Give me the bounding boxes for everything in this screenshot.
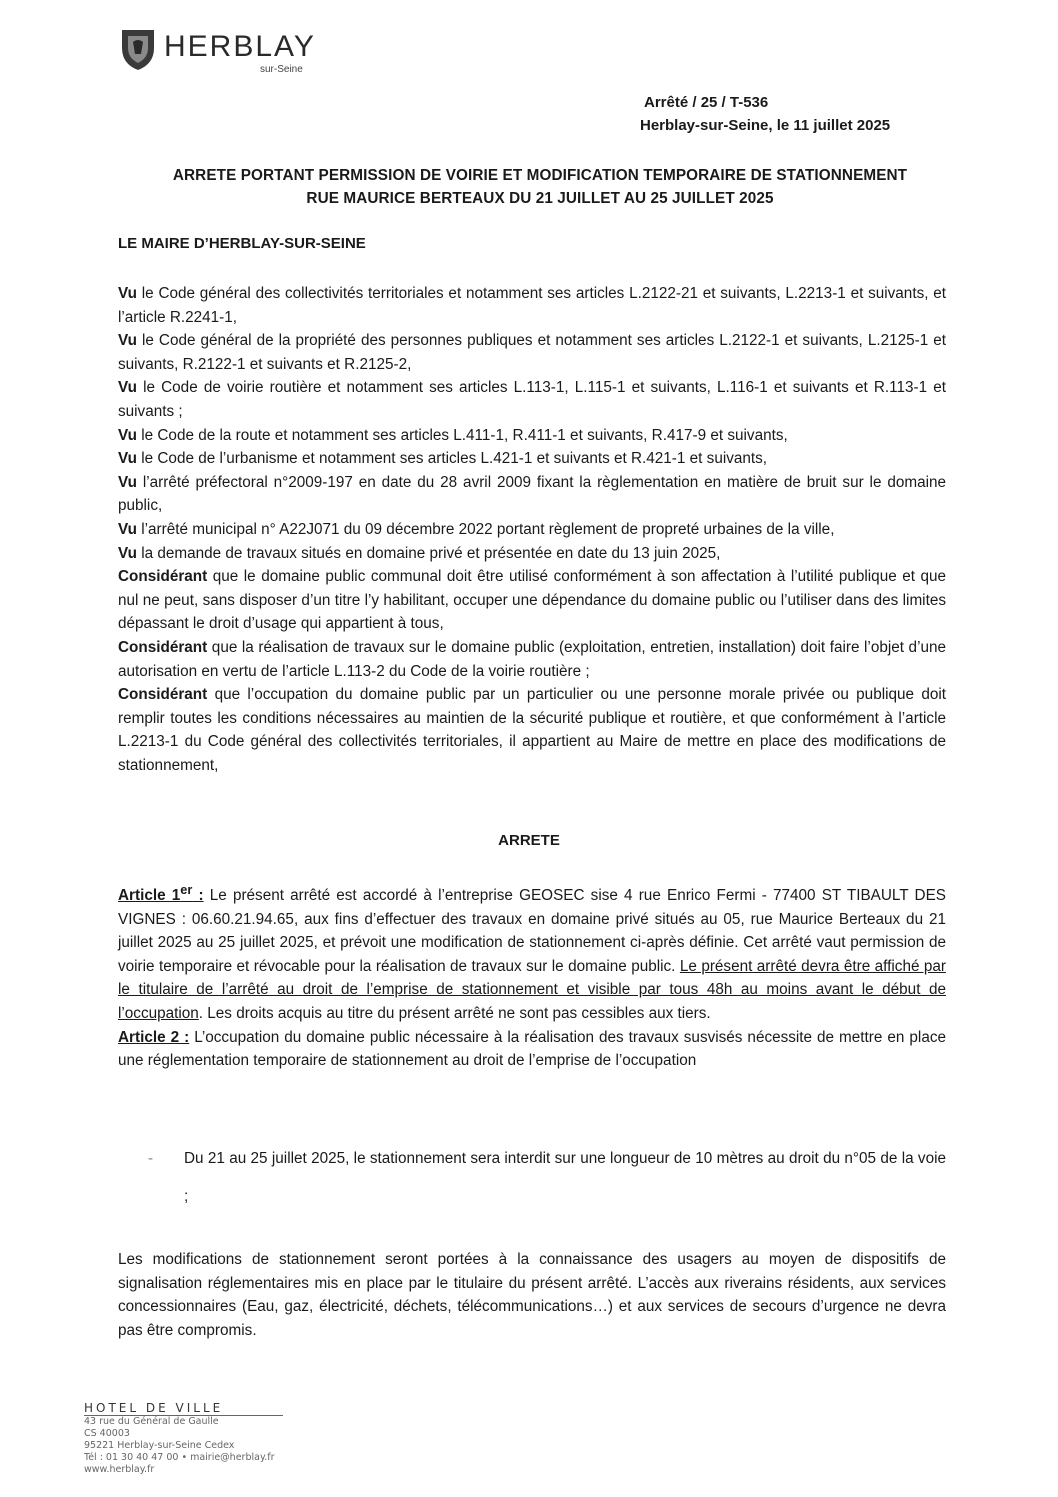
visas-list [118,282,946,777]
visa-item: Vu le Code général de la propriété des personnes publiques et notamment ses articles L.2122-1 et suivants, L.2125-1 et suivants, R.2122-1 et suivants et R.2125-2, [118,332,946,373]
visa-item: Vu l’arrêté municipal n° A22J071 du 09 décembre 2022 portant règlement de propreté urbaines de la ville, [118,520,835,538]
decree-title [80,164,1000,210]
footer-address [84,1397,424,1476]
bullet-mark: - [148,1150,154,1167]
visa-item: Vu le Code de l’urbanisme et notamment ses articles L.421-1 et suivants et R.421-1 et suivants, [118,450,768,468]
footer-line: 95221 Herblay-sur-Seine Cedex [84,1440,235,1451]
city-emblem-icon [118,28,158,72]
considerant-item: Considérant que l’occupation du domaine public par un particulier ou une personne morale privée ou publique doit remplir toutes les conditions nécessaires au maintien de la sécurité publique et routière, et que conformément à l’article L.2213-1 du Code général des collectivités territoriales, il appartient au Maire de mettre en place des modifications de stationnement, [118,686,946,774]
considerant-item: Considérant que la réalisation de travaux sur le domaine public (exploitation, entretien, installation) doit faire l’objet d’une autorisation en vertu de l’article L.113-2 du Code de la voirie routière ; [118,638,946,680]
decree-reference: Arrêté / 25 / T-536 [644,94,769,111]
display-obligation: Le présent arrêté devra être affiché par le titulaire de l’arrêté au droit de l’emprise de stationnement et visible par tous 48h au moins avant le début de l’occupation [118,957,946,1023]
visa-item: Vu la demande de travaux situés en domaine privé et présentée en date du 13 juin 2025, [118,544,721,562]
footer-title: HOTEL DE VILLE [84,1401,283,1416]
title-line-1: ARRETE PORTANT PERMISSION DE VOIRIE ET MODIFICATION TEMPORAIRE DE STATIONNEMENT [172,167,908,184]
visa-item: Vu le Code de la route et notamment ses articles L.411-1, R.411-1 et suivants, R.417-9 et suivants, [118,426,788,444]
arrete-heading: ARRETE [498,832,560,849]
article-2-label: Article 2 : [118,1028,190,1046]
articles-section [118,878,946,1073]
visa-item: Vu le Code de voirie routière et notamment ses articles L.113-1, L.115-1 et suivants, L.116-1 et suivants et R.113-1 et suivants ; [118,379,946,420]
closing-paragraph: Les modifications de stationnement seront portées à la connaissance des usagers au moyen de dispositifs de signalisation réglementaires mis en place par le titulaire du présent arrêté. L’accès aux riverains résidents, aux services concessionnaires (Eau, gaz, électricité, déchets, télécommunications…) et aux services de secours d’urgence ne devra pas être compromis. [118,1251,946,1339]
herblay-logo [112,26,352,78]
footer-line: Tél : 01 30 40 47 00 • mairie@herblay.fr [84,1452,275,1463]
title-line-2: RUE MAURICE BERTEAUX DU 21 JUILLET AU 25 JUILLET 2025 [306,190,774,207]
parking-ban-text: Du 21 au 25 juillet 2025, le stationnement sera interdit sur une longueur de 10 mètres au droit du n°05 de la voie ; [184,1150,946,1205]
article-2: Article 2 : L’occupation du domaine public nécessaire à la réalisation des travaux susvisés nécessite de mettre en place une réglementation temporaire de stationnement au droit de l’emprise de l’occupation [118,1028,946,1070]
article-1: Article 1er : Le présent arrêté est accordé à l’entreprise GEOSEC sise 4 rue Enrico Fermi - 77400 ST TIBAULT DES VIGNES : 06.60.21.94.65, aux fins d’effectuer des travaux en domaine privé situés au 05, rue Maurice Berteaux du 21 juillet 2025 au 25 juillet 2025, et prévoit une modification de stationnement ci-après définie. Cet arrêté vaut permission de voirie temporaire et révocable pour la réalisation de travaux sur le domaine public. Le présent arrêté devra être affiché par le titulaire de l’arrêté au droit de l’emprise de stationnement et visible par tous 48h au moins avant le début de l’occupation. Les droits acquis au titre du présent arrêté ne sont pas cessibles aux tiers. [118,882,946,1023]
visa-item: Vu le Code général des collectivités territoriales et notamment ses articles L.2122-21 et suivants, L.2213-1 et suivants, et l’article R.2241-1, [118,285,946,326]
footer-line: 43 rue du Général de Gaulle [84,1416,219,1427]
visa-item: Vu l’arrêté préfectoral n°2009-197 en date du 28 avril 2009 fixant la règlementation en matière de bruit sur le domaine public, [118,473,946,515]
place-and-date: Herblay-sur-Seine, le 11 juillet 2025 [640,117,891,134]
logo-subtitle: sur-Seine [260,64,303,75]
footer-website: www.herblay.fr [84,1464,155,1475]
mayor-heading: LE MAIRE D’HERBLAY-SUR-SEINE [118,235,366,252]
article-1-label: Article 1er : [118,882,204,905]
footer-line: CS 40003 [84,1428,130,1439]
logo-name: HERBLAY [164,30,316,63]
considerant-item: Considérant que le domaine public communal doit être utilisé conformément à son affectation à l’utilité publique et que nul ne peut, sans disposer d’un titre l’y habilitant, occuper une dépendance du domaine public ou l’utiliser dans des limites dépassant le droit d’usage qui appartient à tous, [118,568,946,633]
